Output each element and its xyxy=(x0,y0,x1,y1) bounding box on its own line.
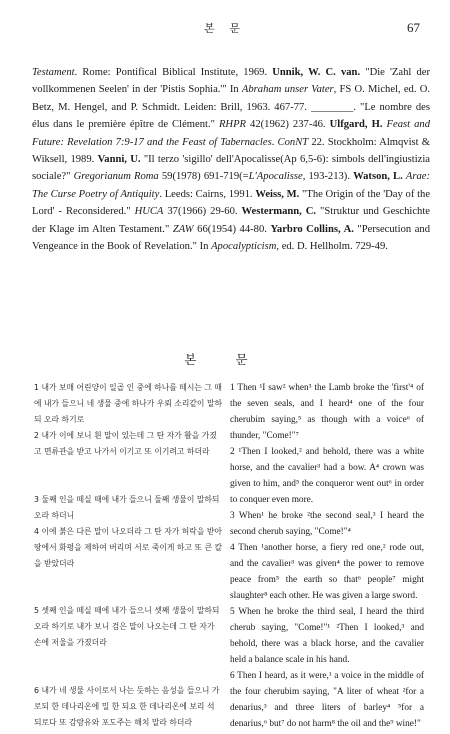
bib-title: ConNT xyxy=(277,136,309,148)
page-number: 67 xyxy=(407,20,420,35)
bib-text: 37(1966) 29-60. xyxy=(163,206,242,218)
bib-title: Abraham unser Vater xyxy=(241,84,334,96)
english-verse: 3 When¹ he broke ²the second seal,³ I heard the second cherub saying, "Come!"⁴ xyxy=(230,511,424,537)
english-verse: 6 Then I heard, as it were,¹ a voice in the middle of the four cherubim saying, "A liter of wheat ²for a denarius,³ and three liters of barley⁴ ⁵for a denarius,⁶ but⁷ do not harm⁸ the oil and the⁹ wine!" xyxy=(230,671,424,729)
bib-author: Yarbro Collins, A. xyxy=(270,223,354,235)
bib-text: "Struktur und Geschichte der Klage im Alten Testament." xyxy=(32,206,430,235)
bib-title: HUCA xyxy=(134,206,164,218)
bib-author: Ulfgard, H. xyxy=(329,119,383,131)
verse-gap xyxy=(34,468,224,484)
english-verse: 4 Then ¹another horse, a fiery red one,² rode out, and the cavalier³ was given⁴ the power to remove peace from⁵ the earth so that⁶ people⁷ might slaughter⁸ each other. He was given a large sword. xyxy=(230,543,424,601)
english-verse: 1 Then ¹I saw² when³ the Lamb broke the 'first'⁴ of the seven seals, and I heard⁴ one of the four cherubim saying,⁵ as though with a voice⁶ of thunder, "Come!"⁷ xyxy=(230,383,424,441)
bib-title: Testament xyxy=(32,67,75,78)
bib-author: Watson, L. xyxy=(353,171,403,183)
bib-text: , ed. D. Hellholm. 729-49. xyxy=(276,241,388,253)
bib-author: Vanni, U. xyxy=(97,154,141,166)
english-translation-column xyxy=(230,380,424,732)
bib-text: , FS O. Michel, ed. O. Betz, M. Hengel, and P. Schmidt. Leiden: Brill, 1963. 467-77. ________. "Le nombre des élus dans le première épître de Clément." xyxy=(32,84,431,131)
bib-text: , 193-213). xyxy=(302,171,354,183)
bib-text: 59(1978) 691-719(= xyxy=(158,171,249,183)
bib-author: Westermann, C. xyxy=(241,206,317,218)
bibliography-paragraph xyxy=(32,64,430,255)
korean-verse: 3 둘째 인을 떼실 때에 내가 들으니 둘째 생물이 말하되 오라 하더니 xyxy=(34,494,220,520)
bib-title: L'Apocalisse xyxy=(248,171,303,183)
korean-text-column xyxy=(34,380,224,731)
bib-text: 66(1954) 44-80. xyxy=(193,223,271,235)
korean-verse: 4 이에 붉은 다른 말이 나오더라 그 탄 자가 허락을 받아 땅에서 화평을 제하여 버리며 서로 죽이게 하고 또 큰 칼을 받았더라 xyxy=(34,526,223,568)
bib-text: "Die 'Zahl der vollkommenen Seelen' in der 'Pistis Sophia.'" In xyxy=(32,67,430,96)
bib-text: . Rome: Pontifical Biblical Institute, 1969. xyxy=(74,67,273,78)
english-verse: 2 ¹Then I looked,² and behold, there was a white horse, and the cavalier³ had a bow. A⁴ crown was given to him, and⁵ the conqueror went out⁶ in order to conquer even more. xyxy=(230,447,424,505)
page-header xyxy=(0,20,450,40)
english-verse: 5 When he broke the third seal, I heard the third cherub saying, "Come!"¹ ²Then I looked,³ and behold, there was a black horse, and the cavalier held a balance scale in his hand. xyxy=(230,607,424,665)
bib-title: ZAW xyxy=(172,223,194,235)
bib-title: RHPR xyxy=(218,119,247,131)
korean-verse: 6 내가 네 생물 사이로서 나는 듯하는 음성을 들으니 가로되 한 데나리온에 밀 한 되요 한 데나리온에 보리 석 되로다 또 감람유와 포도주는 해치 말라 하더라 xyxy=(34,685,220,727)
bib-title: Feast and Future: Revelation 7:9-17 and the Feast of Tabernacles xyxy=(32,119,430,148)
section-title: 본 문 xyxy=(184,353,266,367)
bib-title: Apocalypticism xyxy=(211,241,277,253)
bib-title: Gregorianum Roma xyxy=(73,171,159,183)
korean-verse: 1 내가 보매 어린양이 일곱 인 중에 하나를 떼시는 그 때에 내가 들으니 네 생물 중에 하나가 우뢰 소리같이 말하되 오라 하기로 xyxy=(34,383,223,424)
korean-verse: 2 내가 이에 보니 흰 말이 있는데 그 탄 자가 활을 가졌고 면류관을 받고 나가서 이기고 또 이기려고 하더라 xyxy=(34,431,217,456)
bib-text: 22. Stockholm: Almqvist & Wiksell, 1989. xyxy=(32,136,431,166)
bib-title: Arae: The Curse Poetry of Antiquity xyxy=(32,171,431,200)
bib-author: Weiss, M. xyxy=(255,188,300,200)
korean-verse: 5 셋째 인을 떼실 때에 내가 들으니 셋째 생물이 말하되 오라 하기로 내가 보니 검은 말이 나오는데 그 탄 자가 손에 저울을 가졌더라 xyxy=(34,606,220,648)
bib-text: 42(1962) 237-46. xyxy=(246,119,330,131)
bib-text: "Persecution and Vengeance in the Book of Revelation." In xyxy=(32,223,431,253)
verse-gap xyxy=(34,579,224,595)
running-head: 본 문 xyxy=(203,23,246,35)
bib-text: "Il terzo 'sigillo' dell'Apocalisse(Ap 6,5-6): simbols dell'ingiustizia sociale?" xyxy=(32,154,431,183)
bib-text: "The Origin of the 'Day of the Lord' - Reconsidered." xyxy=(32,188,431,218)
bib-text: . Leeds: Cairns, 1991. xyxy=(159,188,256,200)
bib-text: . xyxy=(271,136,278,148)
bib-author: Unnik, W. C. van. xyxy=(272,67,361,78)
verse-gap xyxy=(34,659,224,675)
